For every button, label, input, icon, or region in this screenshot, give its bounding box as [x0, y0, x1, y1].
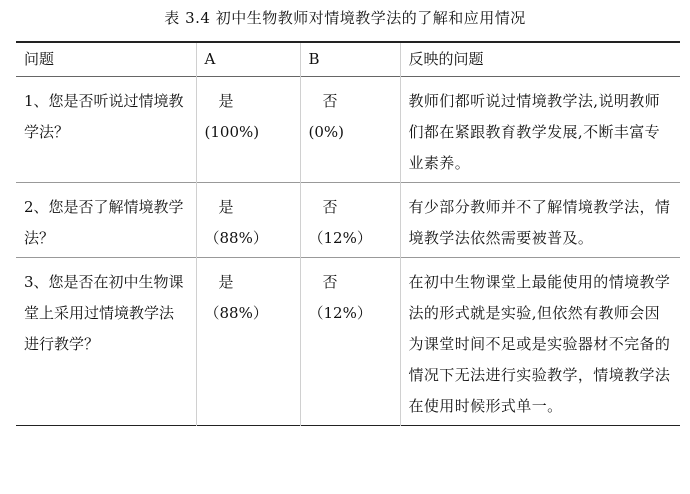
question-cell: 1、您是否听说过情境教学法？ — [24, 92, 184, 141]
option-b-cell — [300, 183, 400, 258]
header-option-b: B — [300, 42, 400, 77]
reflection-cell: 有少部分教师并不了解情境教学法，情境教学法依然需要被普及。 — [400, 183, 680, 258]
table-row — [16, 183, 680, 258]
table-header-row — [16, 42, 680, 77]
header-reflection: 反映的问题 — [400, 42, 680, 77]
option-a-cell — [196, 183, 300, 258]
question-cell: 3、您是否在初中生物课堂上采用过情境教学法进行教学？ — [24, 273, 184, 353]
header-question: 问题 — [24, 50, 55, 68]
option-a-percent: （88%） — [204, 229, 268, 247]
table-row — [16, 258, 680, 426]
option-b-percent: （12%） — [308, 229, 372, 247]
reflection-cell: 在初中生物课堂上最能使用的情境教学法的形式就是实验,但依然有教师会因为课堂时间不足或是实验器材不完备的情况下无法进行实验教学，情境教学法在使用时候形式单一。 — [400, 258, 680, 426]
reflection-cell: 教师们都听说过情境教学法,说明教师们都在紧跟教育教学发展,不断丰富专业素养。 — [400, 77, 680, 183]
question-cell: 2、您是否了解情境教学法？ — [24, 198, 184, 247]
option-a-label: 是 — [218, 273, 234, 291]
option-a-cell — [196, 258, 300, 426]
option-b-cell — [300, 258, 400, 426]
survey-table — [16, 41, 680, 426]
table-caption: 表 3.4 初中生物教师对情境教学法的了解和应用情况 — [164, 9, 526, 27]
option-b-percent: （12%） — [308, 304, 372, 322]
option-a-label: 是 — [218, 198, 234, 216]
option-a-cell — [196, 77, 300, 183]
table-row — [16, 77, 680, 183]
option-a-percent: （88%） — [204, 304, 268, 322]
option-b-cell — [300, 77, 400, 183]
header-option-a: A — [196, 42, 300, 77]
option-a-percent: (100%) — [204, 123, 260, 141]
option-a-label: 是 — [218, 92, 234, 110]
option-b-percent: (0%) — [308, 123, 345, 141]
option-b-label: 否 — [322, 92, 338, 110]
option-b-label: 否 — [322, 198, 338, 216]
option-b-label: 否 — [322, 273, 338, 291]
